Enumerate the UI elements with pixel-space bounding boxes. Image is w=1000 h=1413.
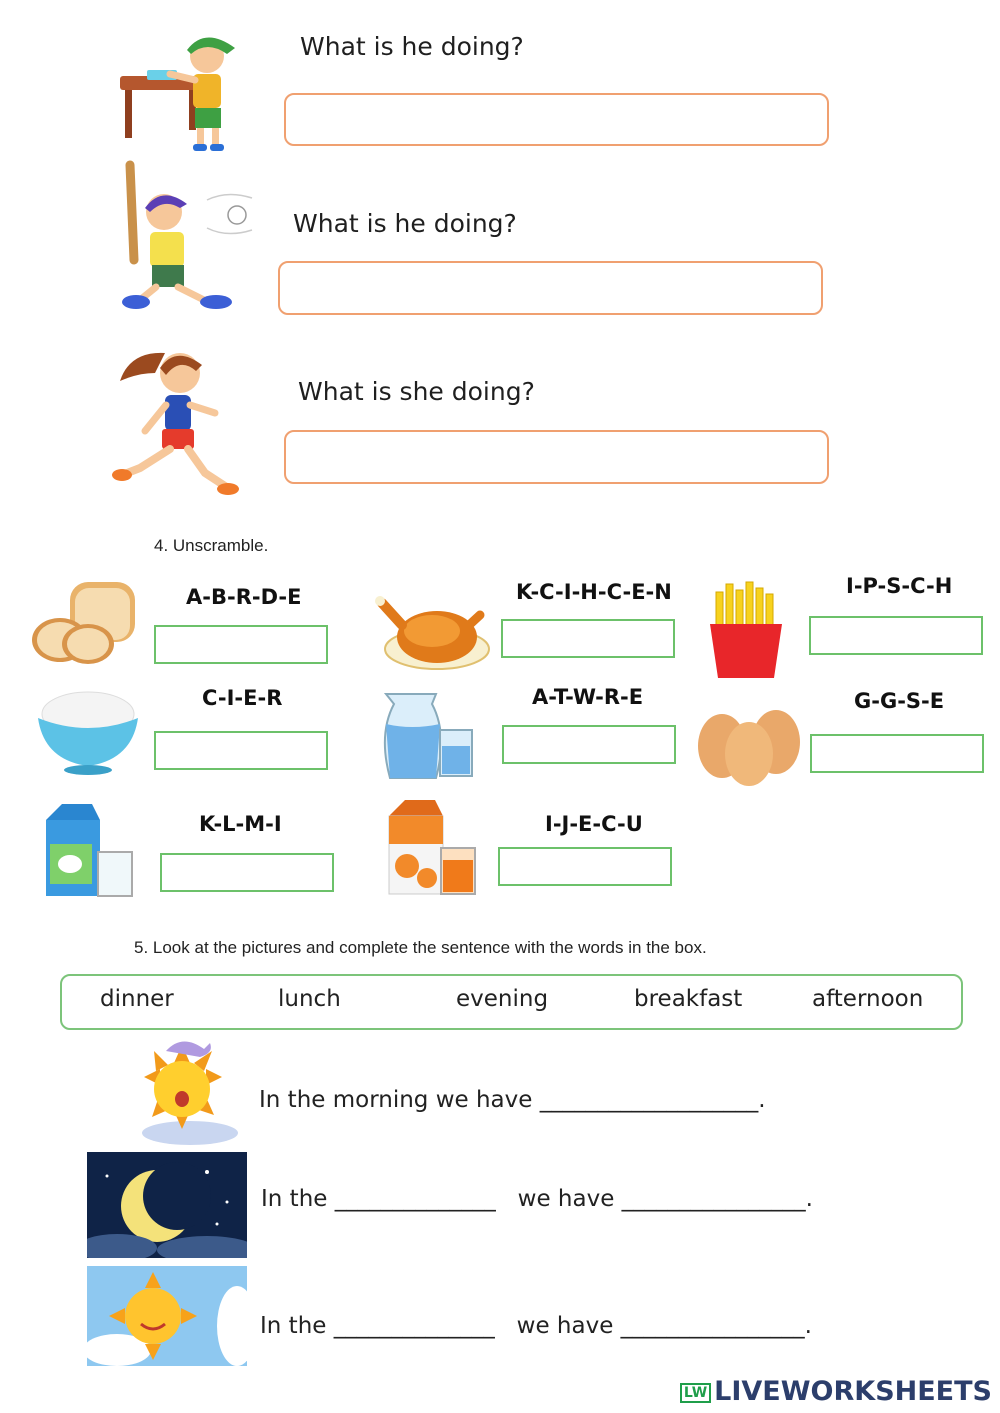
liveworksheets-mark-icon: LW [680,1383,711,1403]
question-1-text: What is he doing? [300,32,524,61]
question-3-text: What is she doing? [298,377,535,406]
unscramble-box-4[interactable] [154,731,328,770]
bread-image [30,574,140,666]
scrambled-word-5: A-T-W-R-E [532,685,644,709]
scrambled-word-1: A-B-R-D-E [186,585,302,609]
word-bank-dinner: dinner [100,986,174,1012]
unscramble-box-7[interactable] [160,853,334,892]
unscramble-box-5[interactable] [502,725,676,764]
scrambled-word-6: G-G-S-E [854,689,945,713]
milk-carton-image [40,800,136,900]
word-bank-breakfast: breakfast [634,986,743,1012]
liveworksheets-logo[interactable] [680,1376,992,1407]
morning-sun-image [130,1037,240,1149]
answer-box-2[interactable] [278,261,823,315]
word-bank-lunch: lunch [278,986,341,1012]
sentence-morning: In the morning we have ___________________. [259,1087,766,1113]
night-moon-image [87,1152,247,1258]
rice-bowl-image [32,680,144,776]
juice-carton-image [385,796,479,898]
scrambled-word-2: K-C-I-H-C-E-N [516,580,672,604]
afternoon-sun-image [87,1266,247,1366]
sentence-afternoon: In the ______________ we have ________________. [260,1313,812,1339]
question-2-text: What is he doing? [293,209,517,238]
chicken-image [372,585,492,673]
unscramble-box-6[interactable] [810,734,984,773]
unscramble-box-8[interactable] [498,847,672,886]
scrambled-word-3: I-P-S-C-H [846,574,953,598]
scrambled-word-8: I-J-E-C-U [545,812,643,836]
water-jug-image [374,684,478,782]
unscramble-box-3[interactable] [809,616,983,655]
eggs-image [694,706,804,788]
french-fries-image [706,580,786,680]
word-bank-evening: evening [456,986,549,1012]
section-5-title: 5. Look at the pictures and complete the sentence with the words in the box. [134,938,707,957]
unscramble-box-1[interactable] [154,625,328,664]
section-4-title: 4. Unscramble. [154,536,269,555]
girl-running-image [110,343,245,498]
boy-cleaning-table-image [115,28,245,153]
word-bank-afternoon: afternoon [812,986,924,1012]
liveworksheets-brand: LIVEWORKSHEETS [714,1376,992,1407]
unscramble-box-2[interactable] [501,619,675,658]
boy-playing-baseball-image [112,160,257,315]
scrambled-word-4: C-I-E-R [202,686,283,710]
answer-box-3[interactable] [284,430,829,484]
scrambled-word-7: K-L-M-I [199,812,282,836]
sentence-evening: In the ______________ we have ________________. [261,1186,813,1212]
answer-box-1[interactable] [284,93,829,146]
